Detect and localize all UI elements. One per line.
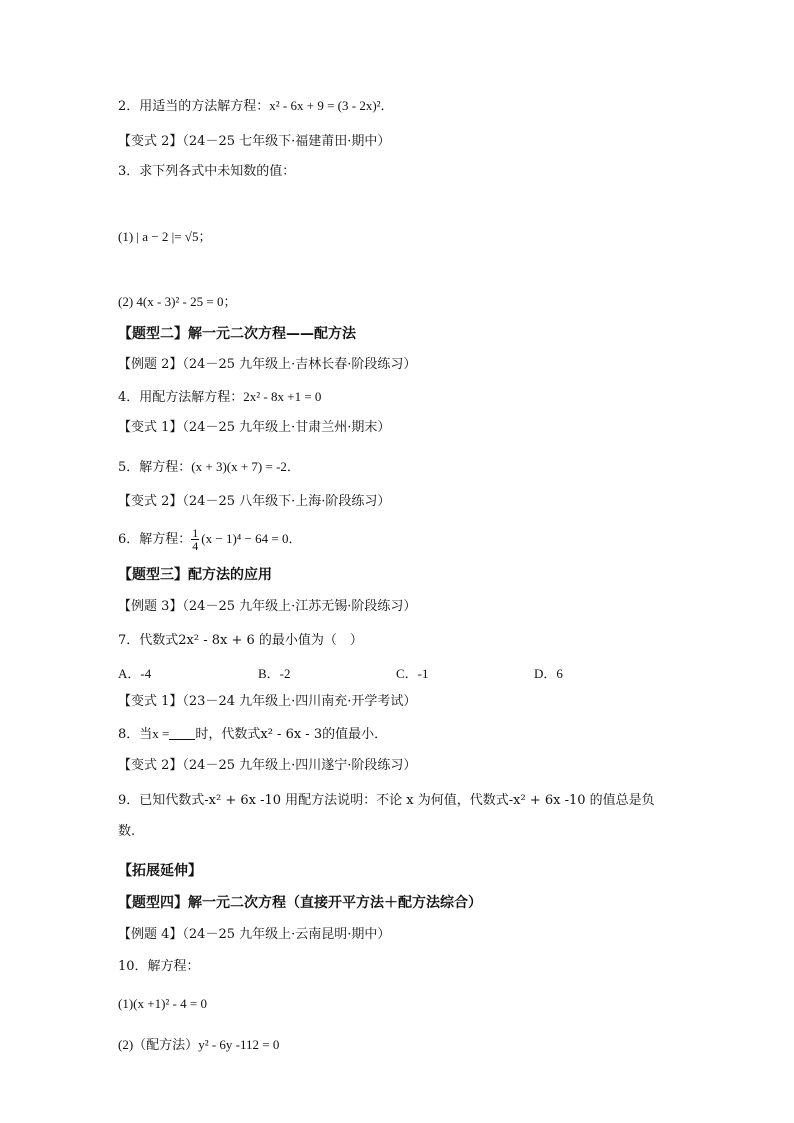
variant-label: 【变式 1】 <box>118 420 183 435</box>
topic-4-title: 【题型四】解一元二次方程（直接开平方法＋配方法综合） <box>118 895 482 911</box>
question-7 <box>118 632 363 650</box>
part-equation: | a − 2 |= √5； <box>136 229 212 244</box>
variant-1-header-b <box>118 693 416 711</box>
example-3-header <box>118 598 416 616</box>
variant-label: 【变式 2】 <box>118 134 183 149</box>
part-label: (2) <box>118 1037 134 1052</box>
question-8-text-end: 时，代数式x² - 6x - 3的值最小． <box>195 727 388 742</box>
question-6-text: 6．解方程： <box>118 532 192 547</box>
question-10: 10．解方程： <box>118 959 200 974</box>
question-3 <box>118 163 295 181</box>
question-9-line-1: 9．已知代数式-x² + 6x -10 用配方法说明：不论 x 为何值，代数式-x² + 6x -10 的值总是负 <box>118 793 655 808</box>
question-5-text: 5．解方程： <box>118 460 192 475</box>
question-4-equation: 2x² - 8x +1 = 0 <box>243 389 322 404</box>
question-6-equation: (x − 1)⁴ − 64 = 0． <box>201 531 302 546</box>
part-equation: (x +1)² - 4 = 0 <box>133 996 207 1011</box>
part-equation: y² - 6y -112 = 0 <box>198 1037 280 1052</box>
question-2-text: 2．用适当的方法解方程： <box>118 99 270 114</box>
part-label: (1) <box>118 996 134 1011</box>
answer-blank[interactable] <box>169 727 195 740</box>
question-3-part-1 <box>118 228 211 246</box>
question-8-variable: x = <box>152 726 170 741</box>
variant-label: 【变式 2】 <box>118 758 183 773</box>
variant-source: （23－24 九年级上·四川南充·开学考试） <box>182 694 417 709</box>
question-2 <box>118 97 394 116</box>
part-label: (1) <box>118 229 134 244</box>
question-8-text: 8．当 <box>118 727 153 742</box>
question-5 <box>118 458 300 477</box>
example-label: 【例题 4】 <box>118 927 183 942</box>
variant-1-header-a <box>118 419 390 437</box>
example-label: 【例题 3】 <box>118 599 183 614</box>
extension-title: 【拓展延伸】 <box>118 863 202 879</box>
example-source: （24－25 九年级上·云南昆明·期中） <box>182 927 391 942</box>
variant-2-header-a <box>118 133 390 151</box>
question-7-text: 7．代数式2x² - 8x + 6 的最小值为（ ） <box>118 633 363 648</box>
variant-label: 【变式 2】 <box>118 494 183 509</box>
question-3-part-2 <box>118 293 236 311</box>
example-4-header <box>118 926 390 944</box>
option-b[interactable]: B．-2 <box>258 666 291 681</box>
variant-source: （24－25 七年级下·福建莆田·期中） <box>182 134 391 149</box>
example-2-header <box>118 356 416 374</box>
question-5-equation: (x + 3)(x + 7) = -2． <box>191 459 300 474</box>
option-a[interactable]: A．-4 <box>118 666 152 681</box>
fraction <box>191 527 199 552</box>
variant-source: （24－25 九年级上·四川遂宁·阶段练习） <box>182 758 417 773</box>
question-6 <box>118 527 301 552</box>
part-method: （配方法） <box>133 1037 199 1052</box>
fraction-denominator: 4 <box>192 539 199 553</box>
variant-2-header-b <box>118 493 390 511</box>
part-equation: 4(x - 3)² - 25 = 0； <box>136 294 237 309</box>
question-2-equation: x² - 6x + 9 = (3 - 2x)²． <box>269 98 394 113</box>
question-4 <box>118 388 321 407</box>
example-source: （24－25 九年级上·吉林长春·阶段练习） <box>182 357 417 372</box>
question-9-line-2: 数. <box>118 824 136 839</box>
part-label: (2) <box>118 294 134 309</box>
fraction-numerator: 1 <box>192 526 199 540</box>
topic-3-title: 【题型三】配方法的应用 <box>118 567 272 583</box>
variant-source: （24－25 九年级上·甘肃兰州·期末） <box>182 420 391 435</box>
variant-source: （24－25 八年级下·上海·阶段练习） <box>182 494 391 509</box>
question-10-part-2 <box>118 1036 279 1054</box>
topic-2-title: 【题型二】解一元二次方程——配方法 <box>118 326 356 342</box>
variant-2-header-c <box>118 757 416 775</box>
variant-label: 【变式 1】 <box>118 694 183 709</box>
option-d[interactable]: D．6 <box>534 666 563 681</box>
question-3-text: 3．求下列各式中未知数的值： <box>118 164 296 179</box>
question-8 <box>118 725 387 744</box>
option-c[interactable]: C．-1 <box>396 666 429 681</box>
example-label: 【例题 2】 <box>118 357 183 372</box>
question-4-text: 4．用配方法解方程： <box>118 390 244 405</box>
question-10-part-1 <box>118 995 207 1013</box>
example-source: （24－25 九年级上·江苏无锡·阶段练习） <box>182 599 417 614</box>
